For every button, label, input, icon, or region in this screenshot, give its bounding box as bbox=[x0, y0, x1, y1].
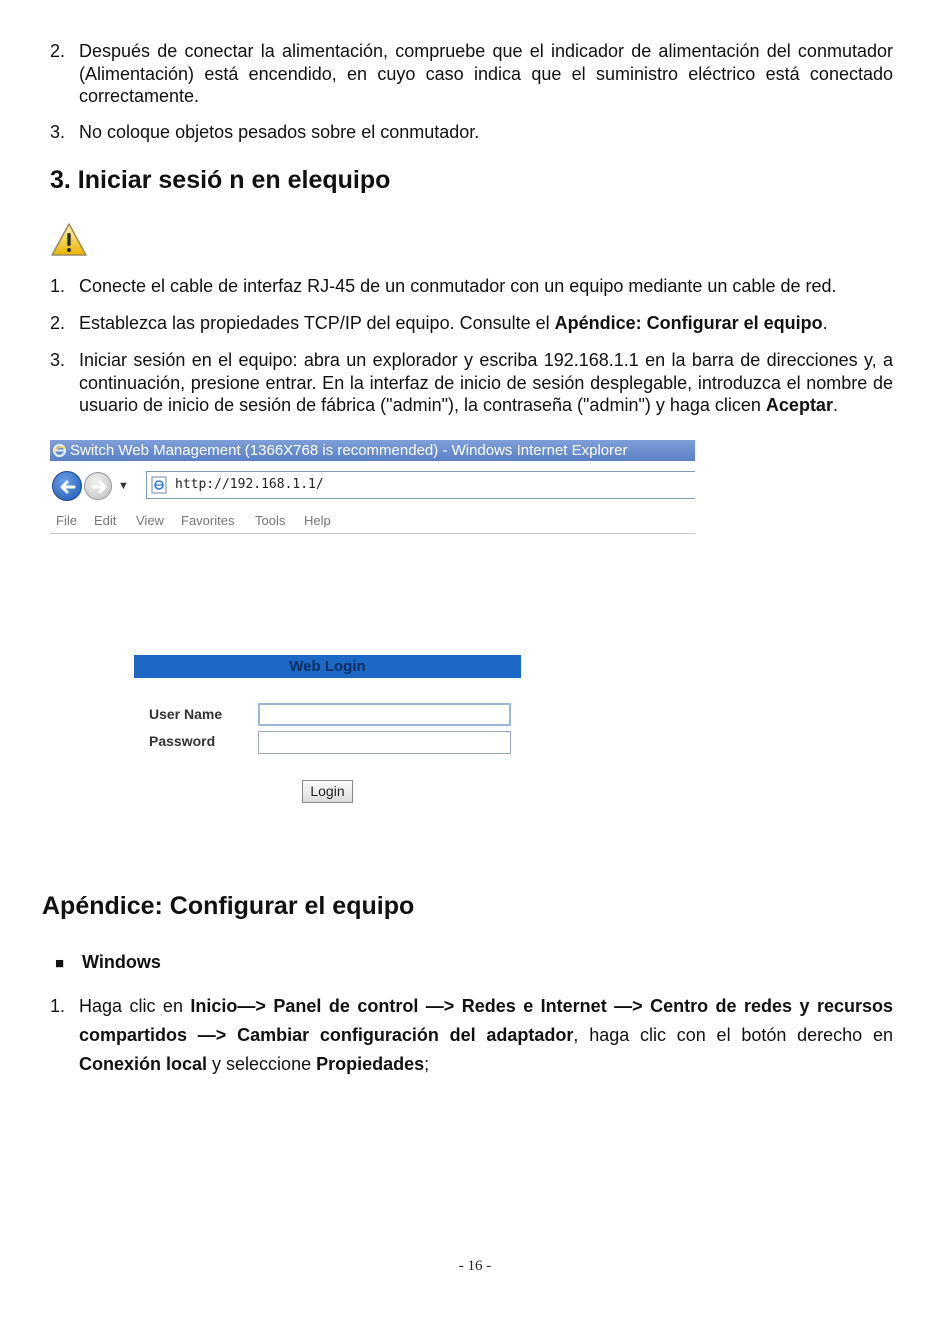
menu-item-view[interactable]: View bbox=[136, 513, 164, 528]
list-item bbox=[50, 992, 893, 1084]
browser-title-bar bbox=[50, 440, 695, 461]
appendix-heading: Apéndice: Configurar el equipo bbox=[42, 892, 415, 920]
list-item bbox=[50, 40, 893, 110]
list-number: 3. bbox=[50, 350, 66, 370]
menu-bar bbox=[50, 510, 695, 532]
web-login-header: Web Login bbox=[134, 655, 521, 678]
chevron-down-icon[interactable]: ▼ bbox=[118, 480, 129, 492]
list-item bbox=[50, 349, 893, 419]
list-text: Después de conectar la alimentación, compruebe que el indicador de alimentación del conmutador (Alimentación) está encendido, en cuyo caso indica que el suministro eléctrico está conectado correctamente. bbox=[79, 41, 893, 106]
menu-item-tools[interactable]: Tools bbox=[255, 513, 286, 528]
list-item bbox=[50, 121, 893, 145]
back-button[interactable] bbox=[52, 471, 82, 501]
address-bar[interactable] bbox=[146, 471, 695, 499]
list-item bbox=[50, 275, 910, 299]
list-number: 2. bbox=[50, 313, 66, 333]
login-button[interactable]: Login bbox=[302, 780, 353, 803]
list-item bbox=[50, 312, 893, 336]
arrow-left-icon bbox=[57, 476, 79, 498]
address-url: http://192.168.1.1/ bbox=[175, 477, 324, 492]
username-field[interactable] bbox=[258, 703, 511, 726]
browser-screenshot bbox=[50, 440, 695, 534]
page-icon bbox=[151, 476, 168, 494]
forward-button[interactable] bbox=[84, 472, 112, 500]
username-label: User Name bbox=[149, 706, 223, 722]
list-text: No coloque objetos pesados sobre el conmutador. bbox=[79, 122, 480, 142]
square-bullet-icon: ■ bbox=[55, 955, 65, 972]
password-field[interactable] bbox=[258, 731, 511, 754]
list-number: 3. bbox=[50, 122, 66, 142]
list-text: Establezca las propiedades TCP/IP del equipo. Consulte el Apéndice: Configurar el equipo. bbox=[79, 313, 828, 333]
page-number: - 16 - bbox=[458, 1258, 492, 1274]
local-connection-reference: Conexión local bbox=[79, 1054, 208, 1074]
list-text: Iniciar sesión en el equipo: abra un explorador y escriba 192.168.1.1 en la barra de direcciones y, a continuación, presione entrar. En la interfaz de inicio de sesión desplegable, introduzca el nombre de usuario de inicio de sesión de fábrica ("admin"), la contraseña ("admin") y haga clicen Aceptar. bbox=[79, 350, 893, 415]
menu-item-file[interactable]: File bbox=[56, 513, 77, 528]
menu-item-edit[interactable]: Edit bbox=[94, 513, 117, 528]
list-number: 1. bbox=[50, 276, 66, 296]
menu-item-favorites[interactable]: Favorites bbox=[181, 513, 235, 528]
ie-logo-icon bbox=[52, 443, 67, 458]
menu-item-help[interactable]: Help bbox=[304, 513, 331, 528]
windows-subheading: Windows bbox=[82, 952, 161, 972]
list-number: 2. bbox=[50, 41, 66, 61]
appendix-reference: Apéndice: Configurar el equipo bbox=[554, 313, 823, 333]
password-label: Password bbox=[149, 733, 216, 749]
list-text: Conecte el cable de interfaz RJ-45 de un conmutador con un equipo mediante un cable de red. bbox=[79, 276, 837, 296]
section-heading: 3. Iniciar sesió n en elequipo bbox=[50, 166, 391, 194]
browser-title: Switch Web Management (1366X768 is recommended) - Windows Internet Explorer bbox=[70, 442, 628, 459]
arrow-right-icon bbox=[89, 477, 109, 497]
menu-path: Inicio—> Panel de control —> Redes e Internet —> Centro de redes y recursos compartidos —> Cambiar configuración del adaptador bbox=[79, 996, 893, 1045]
list-text: Haga clic en Inicio—> Panel de control —> Redes e Internet —> Centro de redes y recursos compartidos —> Cambiar configuración del adaptador, haga clic con el botón derecho en Conexión local y seleccione Propiedades; bbox=[79, 996, 893, 1074]
properties-reference: Propiedades bbox=[316, 1054, 425, 1074]
list-number: 1. bbox=[50, 996, 66, 1016]
warning-icon bbox=[50, 222, 88, 258]
accept-reference: Aceptar bbox=[765, 395, 833, 415]
